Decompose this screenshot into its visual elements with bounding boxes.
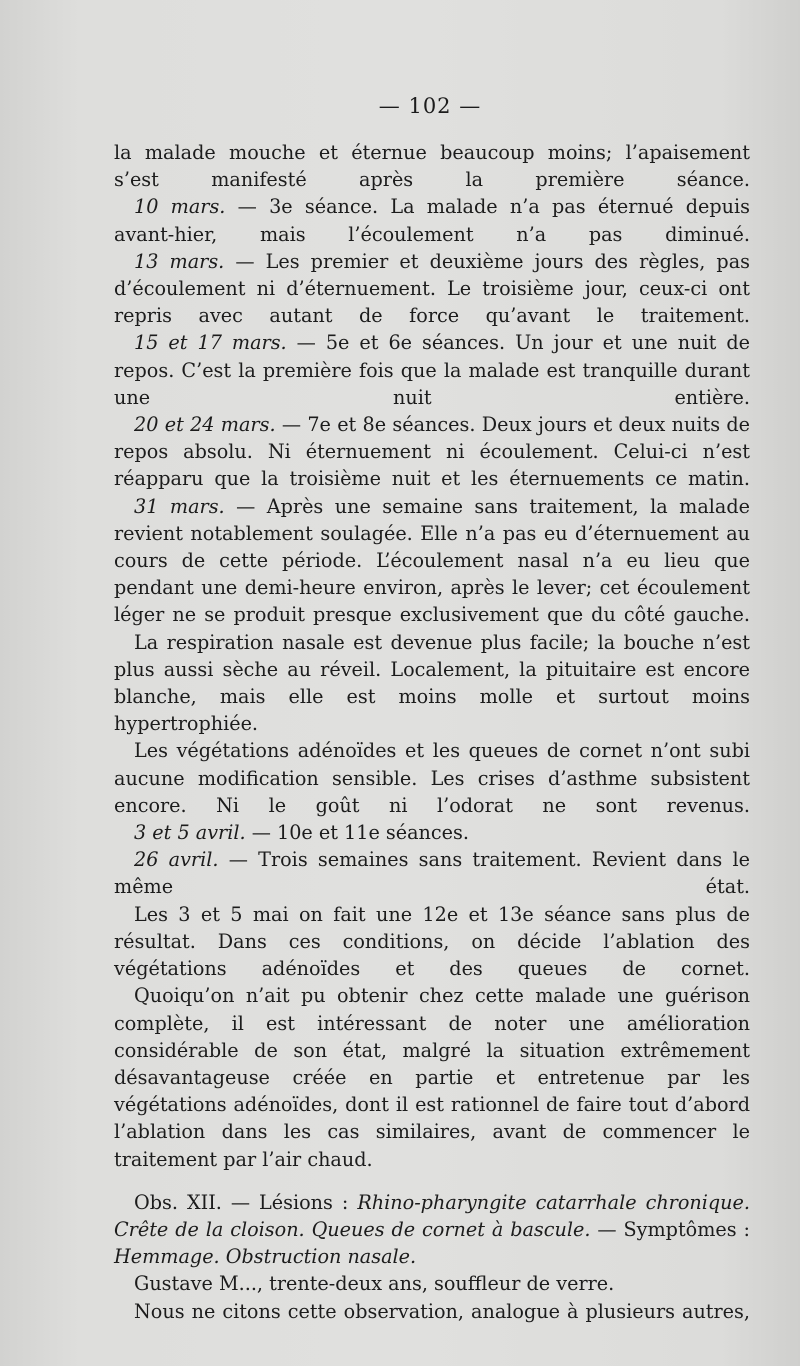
paragraph-mai: Les 3 et 5 mai on fait une 12e et 13e séance sans plus de résultat. Dans ces conditions, on décide l’ablation des végétations adénoïdes et des queues de cornet.	[114, 902, 750, 981]
section-gap	[114, 1173, 750, 1189]
entry-15-17-mars: 15 et 17 mars. — 5e et 6e séances. Un jour et une nuit de repos. C’est la première fois que la malade est tranquille durant une nuit entière.	[114, 331, 750, 409]
paragraph-respiration: La respiration nasale est devenue plus facile; la bouche n’est plus aussi sèche au réveil. Localement, la pituitaire est encore blanche, mais elle est moins molle et surtout moins hypertrophiée.	[114, 630, 750, 736]
observation-symptoms: Hemmage. Obstruction nasale.	[114, 1245, 417, 1269]
paragraph-vegetations: Les végétations adénoïdes et les queues de cornet n’ont subi aucune modification sensible. Les crises d’asthme subsistent encore. Ni le goût ni l’odorat ne sont revenus.	[114, 739, 750, 817]
paragraph-conclusion: Quoiqu’on n’ait pu obtenir chez cette malade une guérison complète, il est intéressant de noter une amélioration considérable de son état, malgré la situation extrêmement désavantageuse créée en partie et entretenue par les végétations adénoïdes, dont il est rationnel de faire tout d’abord l’ablation dans les cas similaires, avant de commencer le traitement par l’air chaud.	[114, 984, 750, 1171]
entry-3-5-avril: 3 et 5 avril. — 10e et 11e séances.	[134, 821, 469, 845]
paragraph-continuation: la malade mouche et éternue beaucoup moins; l’apaisement s’est manifesté après la première séance.	[114, 141, 750, 192]
entry-10-mars: 10 mars. — 3e séance. La malade n’a pas éternué depuis avant-hier, mais l’écoulement n’a pas diminué.	[114, 195, 750, 246]
observation-label: Obs. XII.	[134, 1190, 222, 1214]
entry-13-mars: 13 mars. — Les premier et deuxième jours des règles, pas d’écoulement ni d’éternuement. Le troisième jour, ceux-ci ont repris avec autant de force qu’avant le traitement.	[114, 249, 750, 328]
observation-closing: Nous ne citons cette observation, analogue à plusieurs autres,	[134, 1299, 750, 1323]
page-number: — 102 —	[378, 94, 482, 118]
entry-26-avril: 26 avril. — Trois semaines sans traitement. Revient dans le même état.	[114, 848, 750, 899]
body-text	[114, 139, 750, 1325]
observation-lesions: Rhino-pharyngite catarrhale chronique. Crête de la cloison. Queues de cornet à bascule.	[114, 1190, 750, 1241]
entry-20-24-mars: 20 et 24 mars. — 7e et 8e séances. Deux jours et deux nuits de repos absolu. Ni éternuement ni écoulement. Celui-ci n’est réapparu que la troisième nuit et les éternuements ce matin.	[114, 413, 750, 491]
entry-31-mars: 31 mars. — Après une semaine sans traitement, la malade revient notablement soulagée. Elle n’a pas eu d’éternuement au cours de cette période. L’écoulement nasal n’a eu lieu que pendant une demi-heure environ, après le lever; cet écoulement léger ne se produit presque exclusivement que du côté gauche.	[114, 494, 750, 627]
observation-patient: Gustave M..., trente-deux ans, souffleur de verre.	[134, 1272, 615, 1296]
observation-header: Obs. XII. — Lésions : Rhino-pharyngite catarrhale chronique. Crête de la cloison. Queues de cornet à bascule. — Symptômes : Hemmage. Obstruction nasale.	[114, 1190, 750, 1269]
